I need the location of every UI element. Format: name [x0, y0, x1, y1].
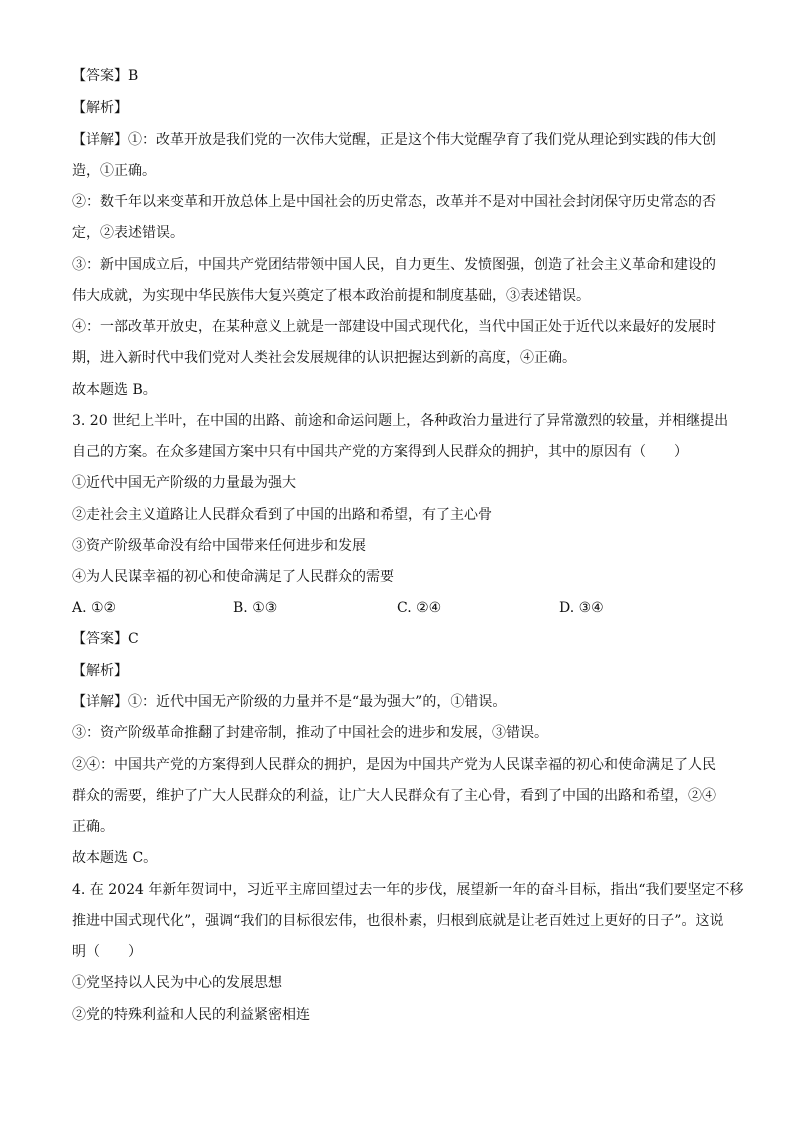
explanation-line: 伟大成就，为实现中华民族伟大复兴奠定了根本政治前提和制度基础，③表述错误。: [72, 288, 590, 304]
explanation-line: ②：数千年以来变革和开放总体上是中国社会的历史常态，改革并不是对中国社会封闭保守历史常态的否: [72, 194, 716, 210]
option-b: B. ①③: [233, 600, 278, 616]
statement-item: ②走社会主义道路让人民群众看到了中国的出路和希望，有了主心骨: [72, 507, 492, 523]
question-stem: 自己的方案。在众多建国方案中只有中国共产党的方案得到人民群众的拥护，其中的原因有（ ）: [72, 444, 688, 460]
explanation-line: ④：一部改革开放史，在某种意义上就是一部建设中国式现代化，当代中国正处于近代以来最好的发展时: [72, 319, 716, 335]
question-stem: 明（ ）: [72, 944, 142, 960]
explanation-line: 造，①正确。: [72, 163, 156, 179]
statement-item: ④为人民谋幸福的初心和使命满足了人民群众的需要: [72, 569, 394, 585]
explanation-line: ③：新中国成立后，中国共产党团结带领中国人民，自力更生、发愤图强，创造了社会主义革命和建设的: [72, 257, 716, 273]
conclusion-line: 故本题选 C。: [72, 850, 158, 866]
explanation-line: 群众的需要，维护了广大人民群众的利益，让广大人民群众有了主心骨，看到了中国的出路和希望，②④: [72, 788, 716, 804]
explanation-line: 【详解】①：近代中国无产阶级的力量并不是“最为强大”的，①错误。: [72, 694, 507, 710]
statement-item: ②党的特殊利益和人民的利益紧密相连: [72, 1007, 310, 1023]
explanation-line: 正确。: [72, 819, 114, 835]
explanation-line: 期，进入新时代中我们党对人类社会发展规律的认识把握达到新的高度，④正确。: [72, 350, 576, 366]
answer-label: 【答案】C: [72, 631, 139, 647]
answer-label: 【答案】B: [72, 68, 139, 84]
option-a: A. ①②: [72, 600, 117, 616]
statement-item: ①党坚持以人民为中心的发展思想: [72, 975, 282, 991]
explanation-line: 定，②表述错误。: [72, 225, 184, 241]
explanation-line: ③：资产阶级革命推翻了封建帝制，推动了中国社会的进步和发展，③错误。: [72, 725, 548, 741]
analysis-label: 【解析】: [72, 100, 128, 116]
statement-item: ①近代中国无产阶级的力量最为强大: [72, 475, 296, 491]
question-stem: 3. 20 世纪上半叶，在中国的出路、前途和命运问题上，各种政治力量进行了异常激烈的较量，并相继提出: [72, 413, 729, 429]
statement-item: ③资产阶级革命没有给中国带来任何进步和发展: [72, 538, 366, 554]
analysis-label: 【解析】: [72, 663, 128, 679]
question-stem: 推进中国式现代化”，强调“我们的目标很宏伟，也很朴素，归根到底就是让老百姓过上更好的日子”。这说: [72, 913, 724, 929]
conclusion-line: 故本题选 B。: [72, 382, 157, 398]
explanation-line: ②④：中国共产党的方案得到人民群众的拥护，是因为中国共产党为人民谋幸福的初心和使命满足了人民: [72, 757, 716, 773]
option-d: D. ③④: [559, 600, 604, 616]
explanation-line: 【详解】①：改革开放是我们党的一次伟大觉醒，正是这个伟大觉醒孕育了我们党从理论到实践的伟大创: [72, 132, 716, 148]
question-stem: 4. 在 2024 年新年贺词中，习近平主席回望过去一年的步伐，展望新一年的奋斗目标，指出“我们要坚定不移: [72, 882, 744, 898]
option-c: C. ②④: [397, 600, 442, 616]
